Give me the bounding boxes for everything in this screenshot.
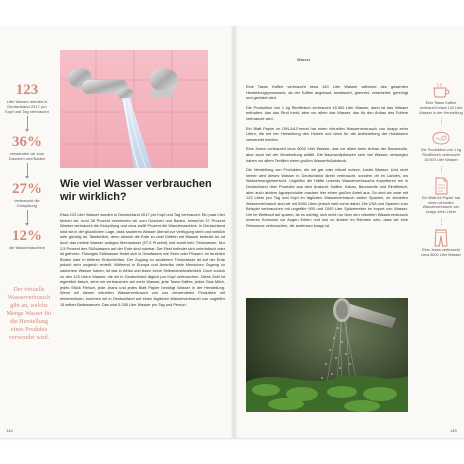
article-body-right <box>246 84 408 233</box>
stat-label: die Waschmaschine <box>9 245 45 250</box>
stat-label: verbraucht die Klospülung <box>14 198 40 208</box>
article-headline: Wie viel Wasser verbrauchen wir wirklich? <box>60 178 212 203</box>
stat-label: verwenden wir zum Duschen und Baden <box>8 151 46 161</box>
paragraph: Eine Tasse Kaffee verbraucht etwa 140 Liter Wasser während des gesamten Herstellungsprozesses, da der Kaffee angebaut, bewässert, geerntet, verarbeitet, gereinigt und geröstet wird. <box>246 84 408 101</box>
stat-value: 36% <box>12 134 42 150</box>
watering-illustration <box>246 298 408 412</box>
faucet-illustration <box>60 50 208 168</box>
icon-label: Ein Blatt A4 Papier hat einen virtuellen Wasserverbrauch von knapp zehn Litern <box>422 195 460 215</box>
watering-can-photo <box>246 298 408 412</box>
cup-icon <box>430 82 452 100</box>
jeans-icon <box>430 229 452 247</box>
stat-value: 12% <box>12 228 42 244</box>
stat-item <box>4 228 50 250</box>
stat-label: Liter Wasser werden in Deutschland 2017 pro Kopf und Tag verbraucht <box>5 99 49 114</box>
stat-value: 123 <box>15 82 39 98</box>
paragraph: Eine Jeans verbraucht circa 8000 Liter Wasser, das vor allem beim Anbau der Baumwolle, aber auch bei der Verarbeitung anfällt. Die Baumwollpflanzen sehr viel Wasser, deswegen haben vor allem Textilien einen großen Wasserfußabdruck. <box>246 146 408 163</box>
arrow-down-icon <box>27 163 28 177</box>
stats-column <box>4 82 50 250</box>
paragraph: Die Herstellung von Produkten, die wir gar oder virtuell nutzen, kostet Wasser. Und nicht immer wird dieses Wasser in Deutschland direkt verbraucht, sondern oft im Landen, wo Wassermangelherrscht. Ungefähr die Hälfte unseres Wasserverbrauchs importieren wir in Deutschland über Produkte aus dem Ausland: Kaffee, Kakao, Baumwolle und Rindfleisch, aber auch andere Agrarprodukte machen hier einen großen Anteil aus. So sind wir zwar mit 123 Litern pro Tag und Kopf im täglichen Wasserverbrauch weiter Spanien, im virtuellen Wasserverbrauch sind wir mit 5285 Litern jedoch weit vorne dabei. Die USA und Spanien zum Beispiel verbrauchen mit ungefähr 900 und 1000 Liter Spitzenreiter im Import von Wasser. Um im Wettkauf auf sparen, ist es wichtig, sich nicht nur über den virtuellen Wasserverbrauch unseres Konsums vor Augen führen und uns zu ändern im Rahmen sein, dass wir eine Ressource verbrauchen, die anderswo knapp ist. <box>246 167 408 229</box>
page-number-right: 145 <box>450 428 457 433</box>
stat-item <box>4 181 50 224</box>
stat-value: 27% <box>12 181 42 197</box>
dotted-divider <box>441 118 442 126</box>
icon-item <box>418 229 464 258</box>
icon-item <box>418 177 464 215</box>
icon-label: Die Produktion von 1 kg Rindfleisch verbraucht 15.500 Liter Wasser <box>420 148 462 162</box>
pull-quote: Der virtuelle Wasserverbrauch gibt an, welche Menge Wasser für die Herstellung eines Produkts verwendet wird. <box>6 286 52 341</box>
icon-item <box>418 129 464 162</box>
meat-icon <box>430 129 452 147</box>
arrow-down-icon <box>27 210 28 224</box>
paragraph: Die Produktion von 1 kg Rindfleisch verbraucht 15.500 Liter Wasser, darin ist das Wasser enthalten, das das Rind trinkt, aber vor allem das Wasser, das für den Anbau des Futters verbraucht wird. <box>246 104 408 121</box>
icon-label: Eine Jeans verbraucht circa 8000 Liter Wasser <box>421 247 461 257</box>
stat-item <box>4 82 50 130</box>
faucet-photo <box>60 50 208 168</box>
running-header: Wasser <box>297 58 311 62</box>
article-body-left: Etwa 123 Liter Wasser wurden in Deutschland 2017 pro Kopf und Tag verbraucht. Ein paar Liter trinken wir, rund 36 Prozent verwenden wir zum Duschen und Baden, immerhin 27 Prozent Wasser verbraucht die Klospülung und circa zwölf Prozent die Waschmaschine. In Deutschland sind wir in der glücklichen Lage, dass sauberes Wasser überall zur Verfügung steht und wirklich sehr günstig ist. Tatsächlich, denn obwohl die Erde zu zwei Dritteln mit Wasser bedeckt ist, ist doch das meiste Wasser salziges Meerwasser (97,5 Prozent) und somit kein Trinkwasser. Nur 2,5 Prozent des Süßwassers auf der Erde sind nutzbar. Der Rest befindet sich unterirdisch oder ist gefroren. Flüssiges Süßwasser findet sich in Gewässern wie Seen oder Flüssen, im feuchten Boden oder in tieferen Erdschichten. Der Zugang zu sauberem Trinkwasser ist auf der Erde jedoch sehr ungleich verteilt. Während in Europa und Amerika viele Menschen Zugang zu sauberem Wasser haben, ist das in Afrika und Asien keine Selbstverständlichkeit. Doch zurück zu den 123 Litern Wasser, die wir in Deutschland täglich pro Kopf verbrauchen. Diese Zahl ist eigentlich falsch, denn wir verbrauchen viel mehr Wasser, jede Tasse Kaffee, jedes Glas Milch, jedes Stück Fleisch, jede Jeans und jedes Blatt Papier benötigt Wasser in der Herstellung. Wenn wir diesen virtuellen Wasserverbrauch von uns verwendeten Produkten mit einberechnen, kommen wir in Deutschland auf einen täglichen Wasserverbrauch von ungefähr 15 selber Badewannen. Das sind 5.285 Liter Wasser pro Tag und Person. <box>60 212 225 307</box>
book-gutter <box>230 26 238 438</box>
icon-label: Eine Tasse Kaffee verbraucht etwa 140 Liter Wasser in der Herstellung <box>419 101 463 115</box>
side-icons-column <box>418 82 464 258</box>
stat-item <box>4 134 50 177</box>
arrow-down-icon <box>27 116 28 130</box>
paragraph: Ein Blatt Papier im DIN-A4-Format hat einen virtuellen Wasserverbrauch von knapp zehn Litern, die bei der Herstellung des Holzes und dann für die Aufbereitung der Holzfasern verwendet werden. <box>246 125 408 142</box>
paper-icon <box>430 177 452 195</box>
page-number-left: 144 <box>6 428 13 433</box>
dotted-divider <box>441 166 442 174</box>
dotted-divider <box>441 218 442 226</box>
icon-item <box>418 82 464 115</box>
